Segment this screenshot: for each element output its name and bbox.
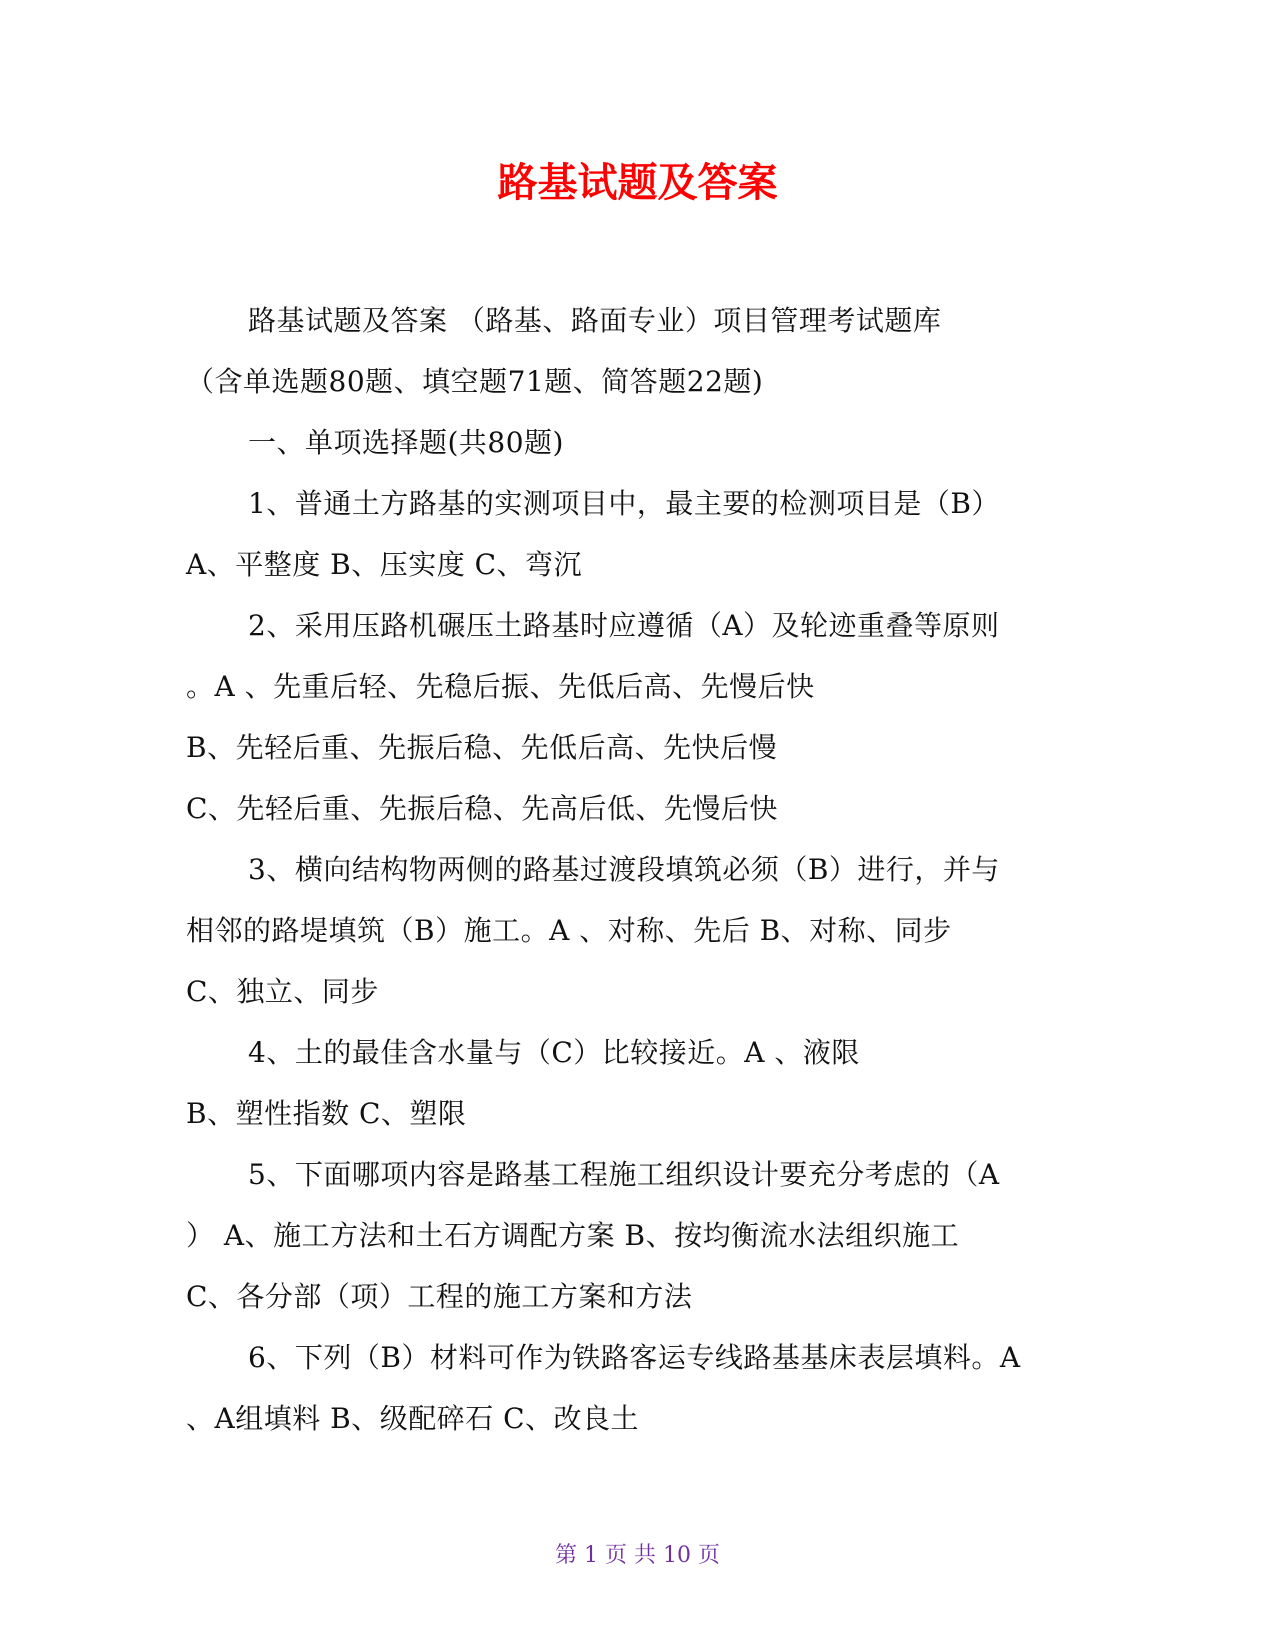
paragraph-line: （含单选题80题、填空题71题、简答题22题) bbox=[186, 365, 764, 398]
question-line: 3、横向结构物两侧的路基过渡段填筑必须（B）进行，并与 bbox=[248, 853, 1000, 886]
question-line: 1、普通土方路基的实测项目中，最主要的检测项目是（B） bbox=[248, 487, 1000, 520]
question-line: 5、下面哪项内容是路基工程施工组织设计要充分考虑的（A bbox=[248, 1158, 1000, 1191]
option-line: C、先轻后重、先振后稳、先高后低、先慢后快 bbox=[186, 792, 778, 825]
paragraph-line: 路基试题及答案 （路基、路面专业）项目管理考试题库 bbox=[248, 304, 942, 337]
option-line: B、先轻后重、先振后稳、先低后高、先快后慢 bbox=[186, 731, 778, 764]
option-line: 。A 、先重后轻、先稳后振、先低后高、先慢后快 bbox=[186, 670, 815, 703]
option-line: ） A、施工方法和土石方调配方案 B、按均衡流水法组织施工 bbox=[186, 1219, 960, 1252]
option-line: C、各分部（项）工程的施工方案和方法 bbox=[186, 1280, 693, 1313]
section-heading: 一、单项选择题(共80题) bbox=[248, 426, 564, 459]
option-line: 、A组填料 B、级配碎石 C、改良土 bbox=[186, 1402, 640, 1435]
question-line: 2、采用压路机碾压土路基时应遵循（A）及轮迹重叠等原则 bbox=[248, 609, 1000, 642]
option-line: C、独立、同步 bbox=[186, 975, 379, 1008]
page-number-footer: 第 1 页 共 10 页 bbox=[555, 1543, 720, 1568]
document-title: 路基试题及答案 bbox=[497, 160, 778, 206]
option-line: B、塑性指数 C、塑限 bbox=[186, 1097, 467, 1130]
question-line: 6、下列（B）材料可作为铁路客运专线路基基床表层填料。A bbox=[248, 1341, 1021, 1374]
option-line: A、平整度 B、压实度 C、弯沉 bbox=[186, 548, 583, 581]
document-body bbox=[186, 290, 1086, 1449]
option-line: 相邻的路堤填筑（B）施工。A 、对称、先后 B、对称、同步 bbox=[186, 914, 952, 947]
question-line: 4、土的最佳含水量与（C）比较接近。A 、液限 bbox=[248, 1036, 860, 1069]
